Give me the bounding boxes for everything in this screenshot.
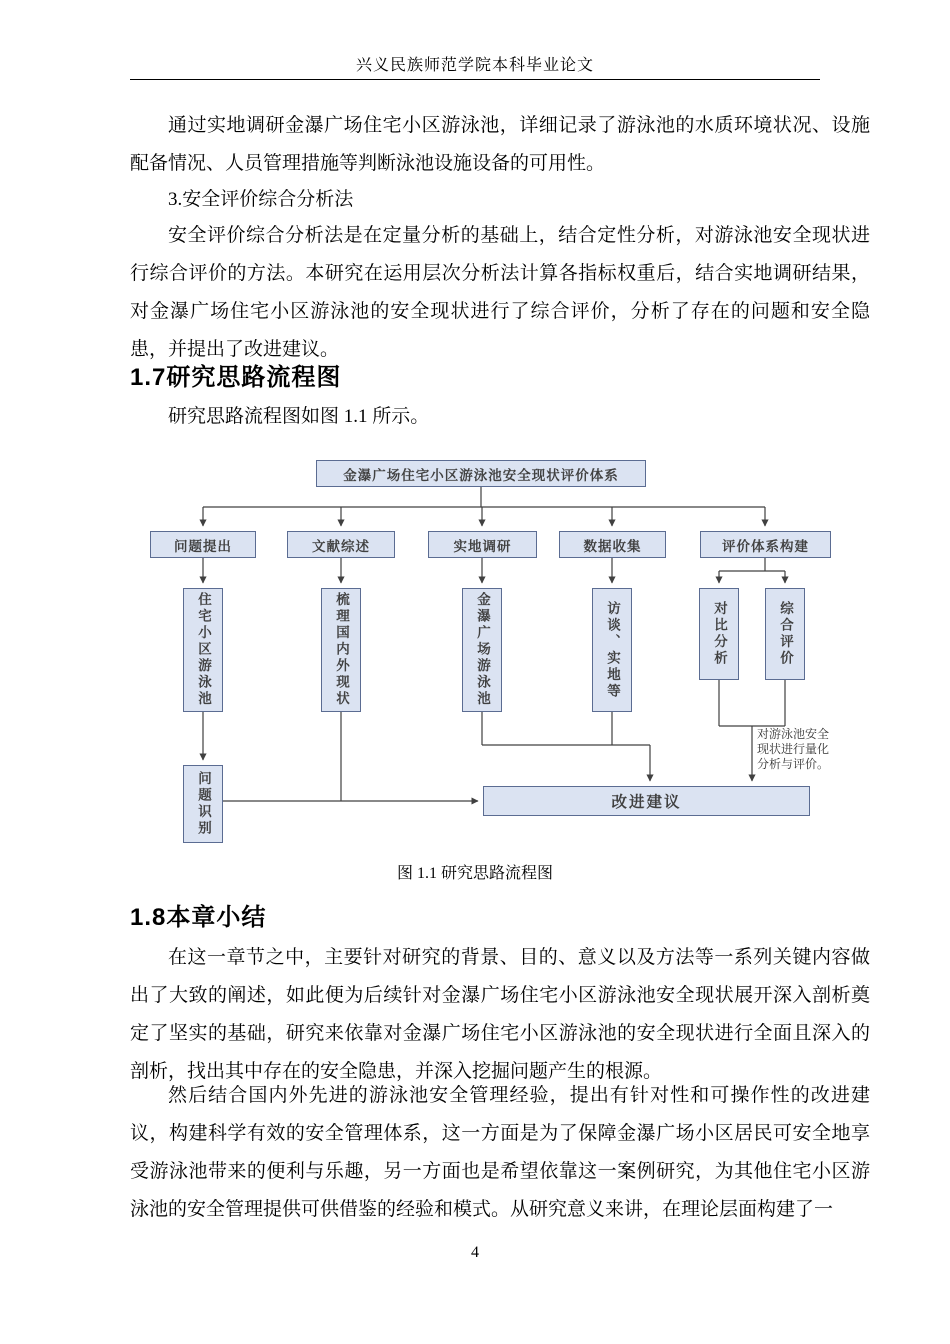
method-3-subheading: 3.安全评价综合分析法 bbox=[168, 189, 354, 210]
flowchart-title-box: 金瀑广场住宅小区游泳池安全现状评价体系 bbox=[316, 460, 646, 487]
flowchart-box-comparison: 对比分析 bbox=[699, 588, 739, 680]
flowchart-box-comprehensive-eval: 综合评价 bbox=[765, 588, 805, 680]
section-heading-1-7: 1.7研究思路流程图 bbox=[130, 364, 342, 391]
running-header: 兴义民族师范学院本科毕业论文 bbox=[355, 57, 594, 74]
paragraph-field-survey: 通过实地调研金瀑广场住宅小区游泳池，详细记录了游泳池的水质环境状况、设施配备情况、人员管理措施等判断泳池设施设备的可用性。 bbox=[130, 115, 870, 174]
flowchart-box-residential-pool: 住宅小区游泳池 bbox=[183, 588, 223, 712]
flowchart-box-improvement: 改进建议 bbox=[483, 786, 810, 816]
flowchart-box-jinpu-pool: 金瀑广场游泳池 bbox=[462, 588, 502, 712]
flowchart-box-problem-raise: 问题提出 bbox=[150, 531, 256, 558]
figure-lead-text: 研究思路流程图如图 1.1 所示。 bbox=[168, 406, 430, 427]
paragraph-summary-1: 在这一章节之中，主要针对研究的背景、目的、意义以及方法等一系列关键内容做出了大致的阐述，如此便为后续针对金瀑广场住宅小区游泳池安全现状展开深入剖析奠定了坚实的基础，研究来依靠对金瀑广场住宅小区游泳池的安全现状进行全面且深入的剖析，找出其中存在的安全隐患，并深入挖掘问题产生的根源。 bbox=[130, 947, 870, 1082]
flowchart-box-interviews: 访谈、实地等 bbox=[592, 588, 632, 712]
flowchart-box-field-survey: 实地调研 bbox=[428, 531, 537, 558]
flowchart-box-domestic-status: 梳理国内外现状 bbox=[321, 588, 361, 712]
paragraph-summary-2: 然后结合国内外先进的游泳池安全管理经验，提出有针对性和可操作性的改进建议，构建科学有效的安全管理体系，这一方面是为了保障金瀑广场小区居民可安全地享受游泳池带来的便利与乐趣，另一方面也是希望依靠这一案例研究，为其他住宅小区游泳池的安全管理提供可供借鉴的经验和模式。从研究意义来讲，在理论层面构建了一 bbox=[130, 1085, 870, 1220]
flowchart-box-problem-identify: 问题识别 bbox=[183, 765, 223, 843]
flowchart-annotation: 对游泳池安全现状进行量化分析与评价。 bbox=[757, 727, 830, 771]
page-number: 4 bbox=[471, 1244, 479, 1261]
figure-caption: 图 1.1 研究思路流程图 bbox=[396, 865, 553, 882]
section-heading-1-8: 1.8本章小结 bbox=[130, 904, 267, 931]
flowchart-box-literature-review: 文献综述 bbox=[287, 531, 395, 558]
flowchart-box-evaluation-system: 评价体系构建 bbox=[700, 531, 831, 558]
paragraph-method-3: 安全评价综合分析法是在定量分析的基础上，结合定性分析，对游泳池安全现状进行综合评价的方法。本研究在运用层次分析法计算各指标权重后，结合实地调研结果，对金瀑广场住宅小区游泳池的安全现状进行了综合评价，分析了存在的问题和安全隐患，并提出了改进建议。 bbox=[130, 225, 870, 360]
flowchart-box-data-collection: 数据收集 bbox=[559, 531, 666, 558]
